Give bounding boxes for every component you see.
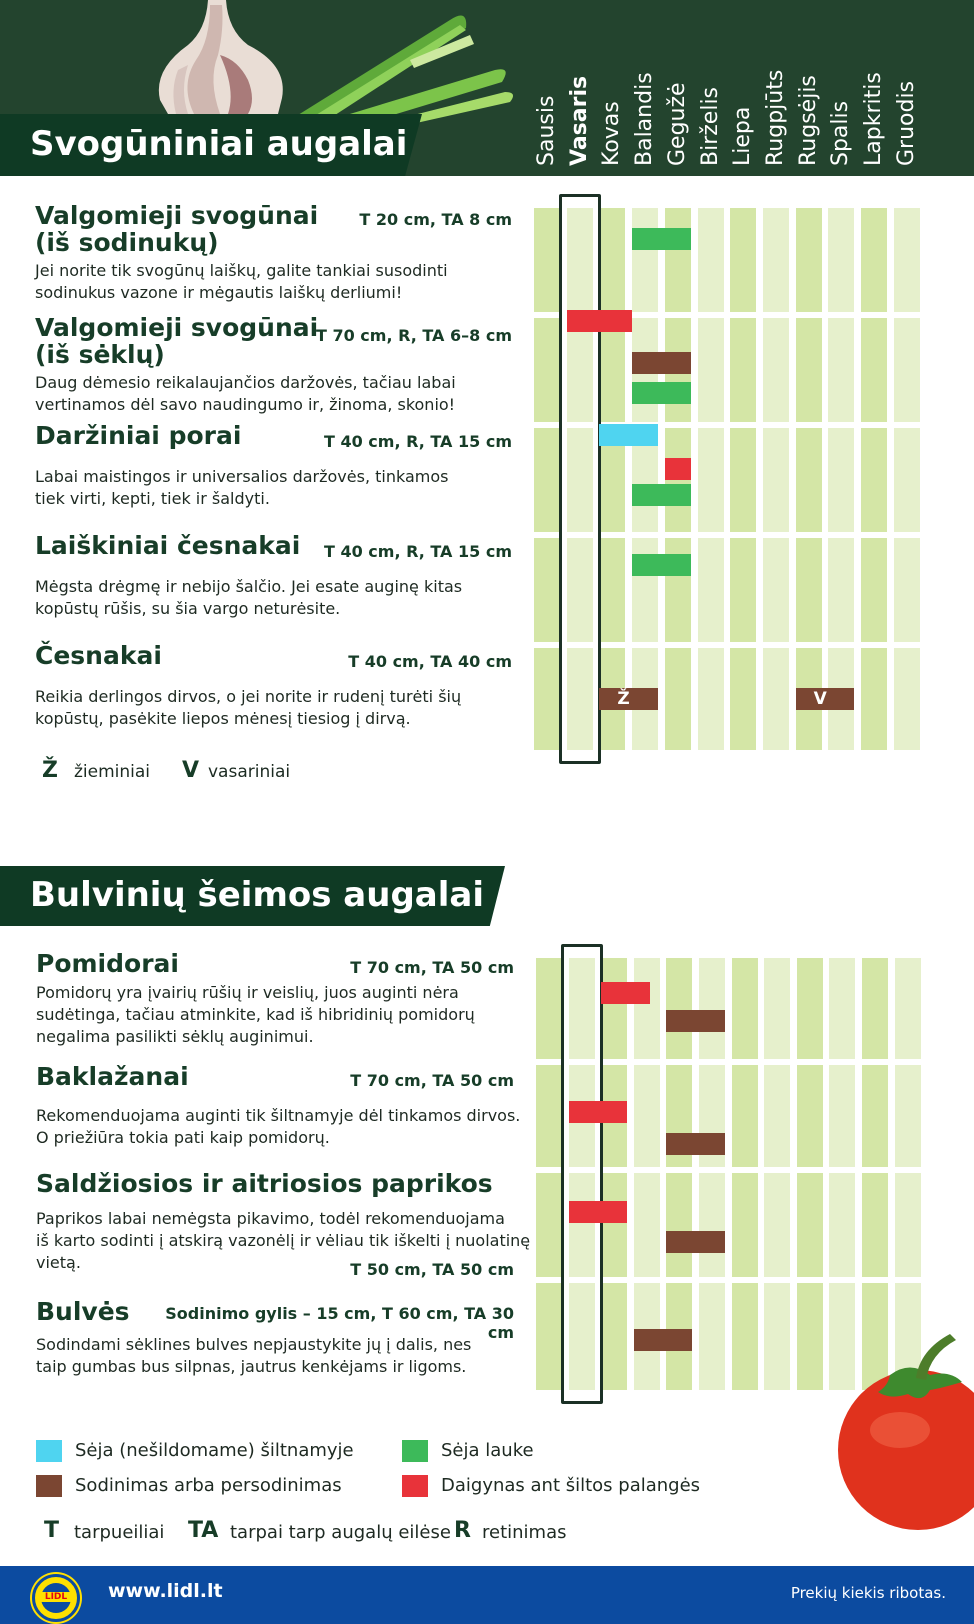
month-column	[534, 208, 560, 750]
crop-description: sodinukus vazone ir mėgautis laiškų derliumi!	[35, 283, 403, 302]
crop-name: Daržiniai porai	[35, 421, 242, 450]
month-column	[730, 208, 756, 750]
lidl-logo[interactable]: LIDL	[32, 1574, 80, 1622]
crop-description: kopūstų rūšis, su šia vargo neturėsite.	[35, 599, 341, 618]
legend-label-palange: Daigynas ant šiltos palangės	[441, 1475, 701, 1496]
crop-spec: Sodinimo gylis – 15 cm, T 60 cm, TA 30 cm	[165, 1304, 514, 1342]
crop-spec: T 50 cm, TA 50 cm	[350, 1260, 514, 1279]
month-column	[829, 958, 855, 1390]
crop-name: Baklažanai	[36, 1062, 189, 1091]
crop-description: Daug dėmesio reikalaujančios daržovės, tačiau labai	[35, 373, 456, 392]
abbrev-symbol: T	[44, 1518, 60, 1543]
schedule-bar-palange	[601, 982, 650, 1004]
crop-name: Bulvės	[36, 1297, 130, 1326]
legend-label-sodinimas: Sodinimas arba persodinimas	[75, 1475, 342, 1496]
crop-name: Pomidorai	[36, 949, 179, 978]
month-column	[764, 958, 790, 1390]
bar-letter: V	[813, 689, 827, 709]
bar-letter: Ž	[617, 689, 630, 709]
legend-swatch-lauke	[402, 1440, 428, 1462]
month-column	[634, 958, 660, 1390]
winter-label: žieminiai	[74, 762, 151, 782]
month-column	[698, 208, 724, 750]
schedule-bar-sodinimas	[666, 1231, 725, 1253]
month-label: Rugsėjis	[795, 75, 821, 166]
schedule-bar-lauke	[632, 228, 691, 250]
abbrev-symbol: R	[454, 1518, 471, 1543]
abbrev-label: tarpai tarp augalų eilėse	[230, 1522, 451, 1543]
month-label: Rugpjūts	[762, 69, 788, 166]
month-column	[601, 958, 627, 1390]
crop-spec: T 20 cm, TA 8 cm	[359, 210, 512, 229]
month-label: Balandis	[632, 72, 658, 166]
month-column	[763, 208, 789, 750]
crop-spec: T 40 cm, TA 40 cm	[348, 652, 512, 671]
month-column	[895, 958, 921, 1390]
crop-spec: T 40 cm, R, TA 15 cm	[323, 542, 512, 561]
month-label: Liepa	[730, 106, 756, 166]
month-label: Sausis	[534, 95, 559, 166]
schedule-bar-palange	[665, 458, 691, 480]
crop-description: Mėgsta drėgmę ir nebijo šalčio. Jei esate auginę kitas	[35, 577, 463, 596]
schedule-bar-lauke	[632, 484, 691, 506]
month-label: Gegužė	[664, 82, 690, 166]
section-title: Bulvinių šeimos augalai	[30, 875, 484, 915]
legend-swatch-siltnamyje	[36, 1440, 62, 1462]
schedule-bar-sodinimas	[599, 688, 658, 710]
crop-spec: T 70 cm, R, TA 6–8 cm	[315, 326, 512, 345]
crop-description: taip gumbas bus silpnas, jautrus kenkėjams ir ligoms.	[36, 1357, 467, 1376]
month-label: Vasaris	[566, 75, 592, 166]
footnote: Prekių kiekis ribotas.	[790, 1584, 946, 1602]
crop-description: Labai maistingos ir universalios daržovės, tinkamos	[35, 467, 449, 486]
month-column	[536, 958, 562, 1390]
crop-description: vietą.	[36, 1253, 81, 1272]
schedule-bar-sodinimas	[666, 1133, 725, 1155]
crop-description: Reikia derlingos dirvos, o jei norite ir rudenį turėti šių	[35, 687, 462, 706]
crop-name: Saldžiosios ir aitriosios paprikos	[36, 1169, 493, 1198]
schedule-bar-siltnamyje	[599, 424, 658, 446]
schedule-bar-sodinimas	[796, 688, 855, 710]
crop-description: Paprikos labai nemėgsta pikavimo, todėl rekomenduojama	[36, 1209, 505, 1228]
month-column	[632, 208, 658, 750]
schedule-bar-palange	[567, 310, 632, 332]
month-label: Gruodis	[893, 80, 919, 166]
schedule-bar-sodinimas	[632, 352, 691, 374]
crop-description: Jei norite tik svogūnų laiškų, galite tankiai susodinti	[35, 261, 448, 280]
spring-symbol: V	[182, 758, 200, 783]
crop-name: Česnakai	[35, 641, 162, 670]
green-onion-image	[290, 0, 520, 130]
crop-description: vertinamos dėl savo naudingumo ir, žinoma, skonio!	[35, 395, 456, 414]
month-label: Lapkritis	[861, 72, 886, 166]
schedule-bar-palange	[569, 1201, 628, 1223]
schedule-bar-sodinimas	[634, 1329, 693, 1351]
crop-description: kopūstų, pasėkite liepos mėnesį tiesiog į dirvą.	[35, 709, 411, 728]
spring-label: vasariniai	[208, 762, 291, 782]
crop-description: negalima pasilikti sėklų auginimui.	[36, 1027, 314, 1046]
crop-spec: T 70 cm, TA 50 cm	[350, 958, 514, 977]
crop-name: Laiškiniai česnakai	[35, 531, 301, 560]
tomato-image	[830, 1330, 974, 1540]
website-link[interactable]: www.lidl.lt	[108, 1580, 223, 1602]
section-title: Svogūniniai augalai	[30, 124, 408, 164]
abbrev-label: tarpueiliai	[74, 1522, 165, 1543]
crop-spec: T 40 cm, R, TA 15 cm	[323, 432, 512, 451]
legend-label-lauke: Sėja lauke	[441, 1440, 534, 1461]
month-column	[796, 208, 822, 750]
current-month-highlight	[561, 944, 603, 1404]
month-column	[828, 208, 854, 750]
month-column	[599, 208, 625, 750]
abbrev-symbol: TA	[188, 1518, 219, 1543]
legend-swatch-palange	[402, 1475, 428, 1497]
month-label: Birželis	[697, 86, 723, 166]
crop-description: Sodindami sėklines bulves nepjaustykite jų į dalis, nes	[36, 1335, 472, 1354]
garlic-image	[148, 0, 288, 114]
schedule-bar-lauke	[632, 554, 691, 576]
winter-symbol: Ž	[42, 758, 58, 783]
schedule-bar-sodinimas	[666, 1010, 725, 1032]
abbrev-label: retinimas	[482, 1522, 567, 1543]
crop-description: iš karto sodinti į atskirą vazonėlį ir vėliau tik iškelti į nuolatinę	[36, 1231, 531, 1250]
crop-description: tiek virti, kepti, tiek ir šaldyti.	[35, 489, 270, 508]
crop-description: Pomidorų yra įvairių rūšių ir veislių, juos auginti nėra	[36, 983, 459, 1002]
crop-description: sudėtinga, tačiau atminkite, kad iš hibridinių pomidorų	[36, 1005, 475, 1024]
crop-spec: T 70 cm, TA 50 cm	[350, 1071, 514, 1090]
crop-name: Valgomieji svogūnai	[35, 201, 319, 230]
crop-description: Rekomenduojama auginti tik šiltnamyje dėl tinkamos dirvos.	[36, 1106, 521, 1125]
crop-name: (iš sodinukų)	[35, 228, 219, 257]
schedule-bar-lauke	[632, 382, 691, 404]
crop-description: O priežiūra tokia pati kaip pomidorų.	[36, 1128, 330, 1147]
month-column	[862, 958, 888, 1390]
crop-name: Valgomieji svogūnai	[35, 313, 319, 342]
legend-label-siltnamyje: Sėja (nešildomame) šiltnamyje	[75, 1440, 354, 1461]
crop-name: (iš sėklų)	[35, 340, 165, 369]
month-label: Spalis	[828, 100, 854, 166]
schedule-bar-palange	[569, 1101, 628, 1123]
month-column	[732, 958, 758, 1390]
month-label: Kovas	[599, 101, 625, 166]
month-column	[861, 208, 887, 750]
current-month-highlight	[559, 194, 601, 764]
month-column	[894, 208, 920, 750]
month-column	[797, 958, 823, 1390]
legend-swatch-sodinimas	[36, 1475, 62, 1497]
